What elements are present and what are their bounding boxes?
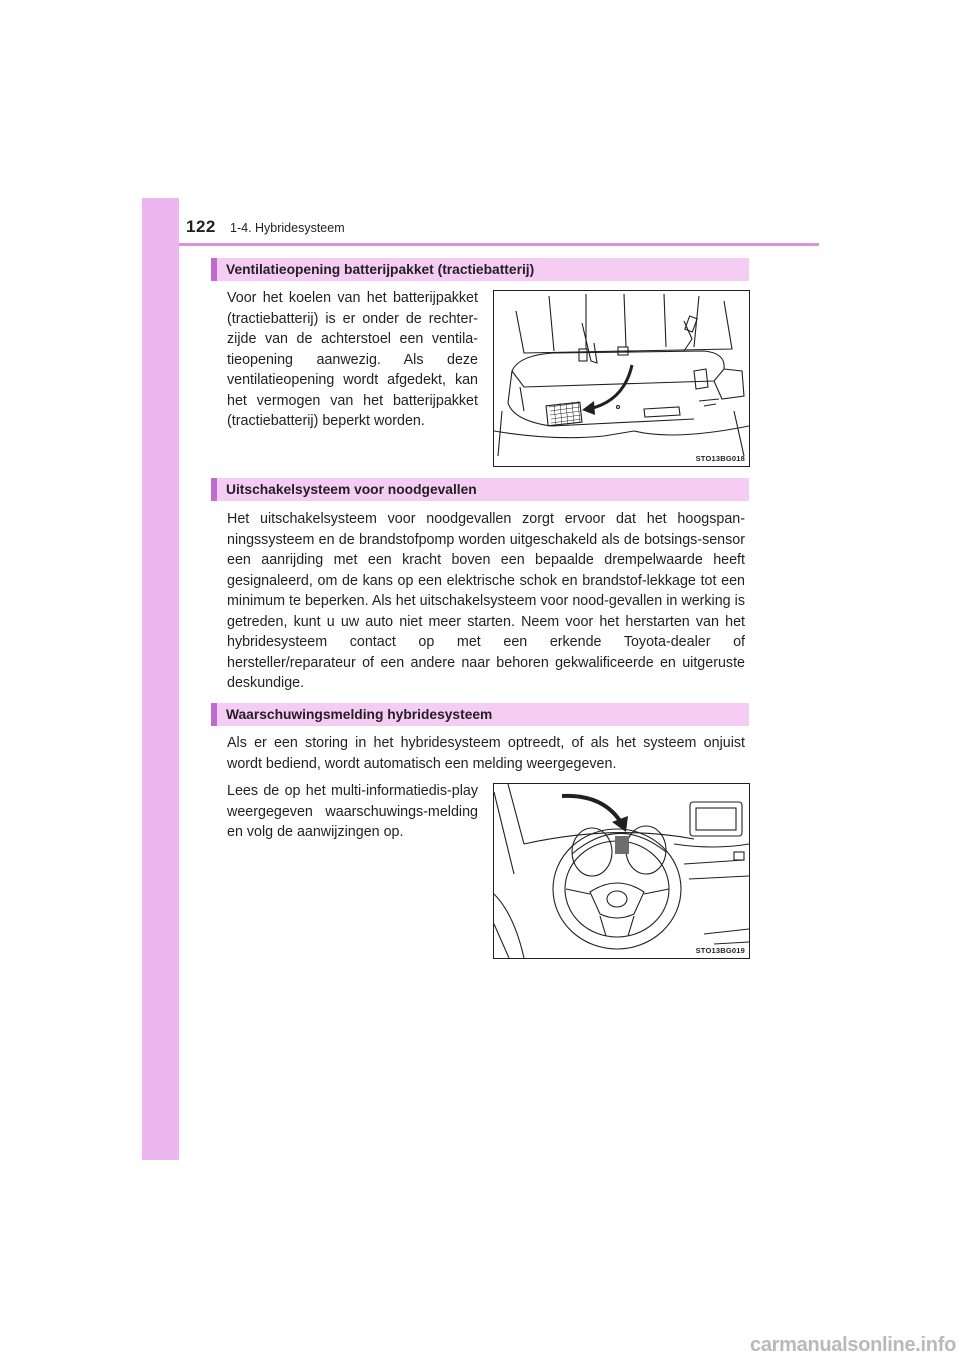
watermark: carmanualsonline.info [750, 1334, 956, 1356]
side-tab [142, 198, 179, 1160]
section-title: Waarschuwingsmelding hybridesysteem [226, 707, 493, 722]
dashboard-figure [493, 783, 750, 959]
chapter-title: 1-4. Hybridesysteem [230, 221, 345, 235]
section-heading-emergency-shutoff [211, 478, 749, 501]
rear-seat-illustration [494, 291, 749, 466]
ventilation-paragraph: Voor het koelen van het batterijpakket (tractiebatterij) is er onder de rechter-zijde van de achterstoel een ventila-tieopening aanwezig. Als deze ventilatieopening wordt afgedekt, kan het vermogen van het batterijpakket (tractiebatterij) beperkt worden. [227, 290, 478, 429]
warning-instruction-paragraph: Lees de op het multi-informatiedis-play weergegeven waarschuwings-melding en volg de aanwijzingen op. [227, 783, 478, 840]
section-title: Ventilatieopening batterijpakket (tractiebatterij) [226, 262, 535, 277]
section-title: Uitschakelsysteem voor noodgevallen [226, 482, 477, 497]
page-number: 122 [186, 217, 216, 236]
dashboard-illustration [494, 784, 749, 958]
section-marker [211, 703, 217, 726]
rear-seat-figure [493, 290, 750, 467]
figure-code: STO13BG019 [695, 946, 745, 955]
section-heading-warning-message [211, 703, 749, 726]
emergency-shutoff-paragraph: Het uitschakelsysteem voor noodgevallen zorgt ervoor dat het hoogspan-ningssysteem en de brandstofpomp worden uitgeschakeld als de botsings-sensor een aanrijding met een kracht boven een bepaalde drempelwaarde heeft gesignaleerd, om de kans op een elektrische schok en brandstof-lekkage tot een minimum te beperken. Als het uitschakelsysteem voor nood-gevallen in werking is getreden, kunt u uw auto niet meer starten. Neem voor het herstarten van het hybridesysteem contact op met een erkende Toyota-dealer of hersteller/reparateur of een andere naar behoren gekwalificeerde en uitgeruste deskundige. [227, 511, 745, 691]
header-rule [179, 243, 819, 246]
section-marker [211, 478, 217, 501]
figure-code: STO13BG018 [695, 454, 745, 463]
section-heading-ventilation [211, 258, 749, 281]
section-marker [211, 258, 217, 281]
warning-paragraph: Als er een storing in het hybridesysteem optreedt, of als het systeem onjuist wordt bediend, wordt automatisch een melding weergegeven. [227, 735, 745, 772]
